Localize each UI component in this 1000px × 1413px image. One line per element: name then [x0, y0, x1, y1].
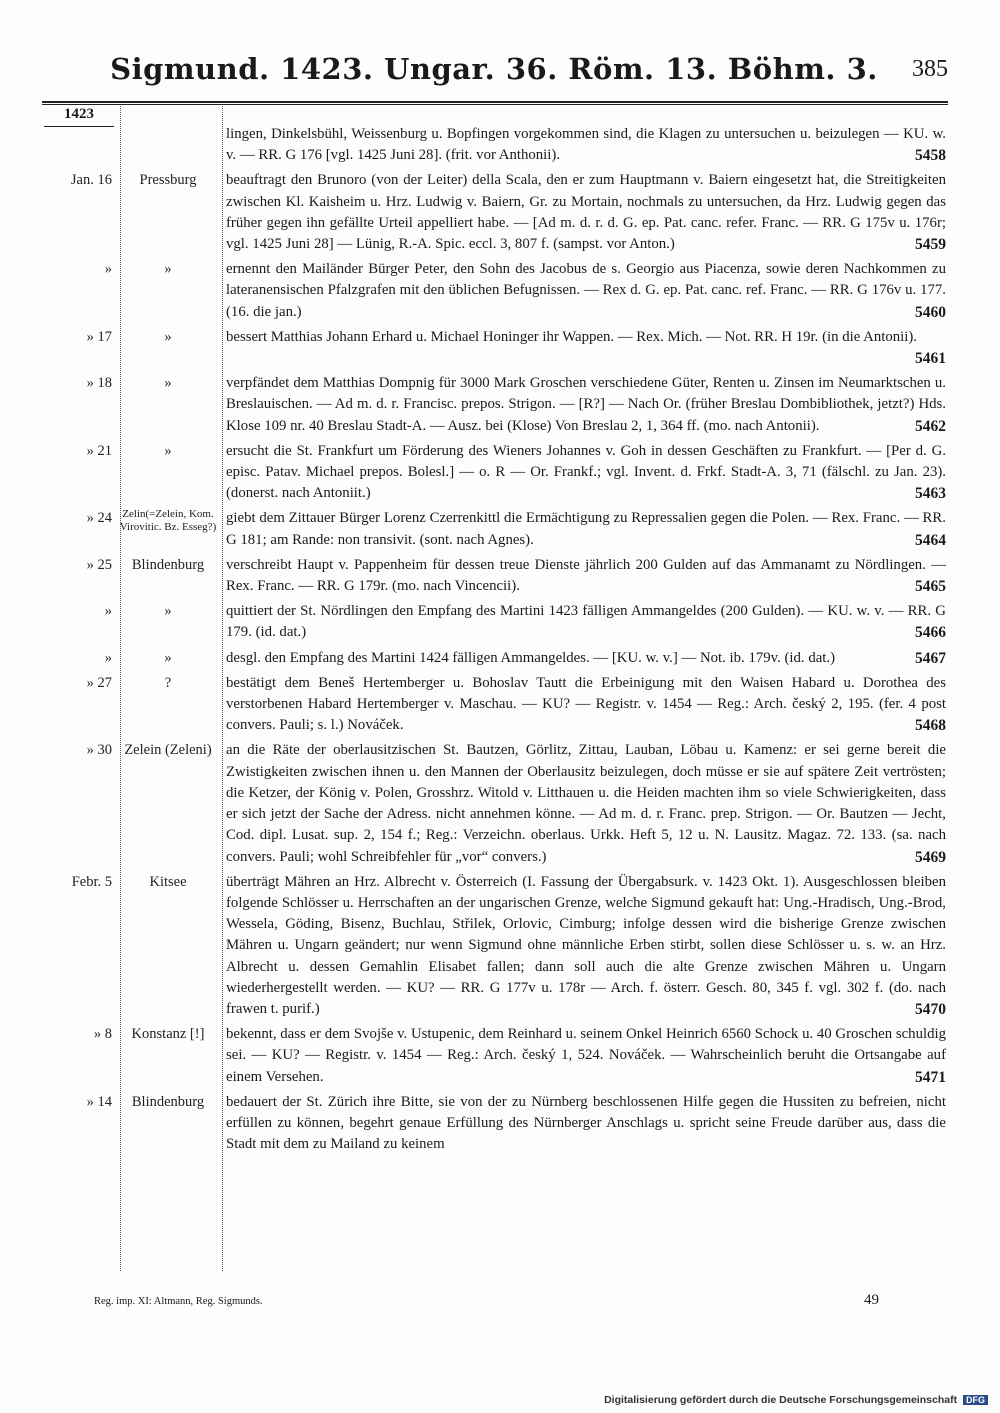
entry-place: Kitsee [149, 873, 187, 890]
entry-body: an die Räte der oberlausitzischen St. Bautzen, Görlitz, Zittau, Lauban, Löbau u. Kamenz: er sei gerne bereit die Zwistigkeiten zwischen ihnen u. den Mannen der Oberlausitz beizulegen, doch müsse er sie auf spätere Zeit vertrösten; die Ketzer, der König v. Polen, Grosshrz. Witold v. Litthauen u. die Heiden machten ihm so viele Schwierigkeiten, dass er sich jetzt der Sache der Adress. nicht annehmen könne. — Ad m. d. r. Franc. prep. Strigon. — Or. Bautzen — Jecht, Cod. dipl. Lusat. sup. 2, 154 f.; Reg.: Verzeichn. oberlaus. Urkk. Heft 5, 12 u. N. Lausitz. Magaz. 72. 133. (sa. nach convers. Pauli; wohl Schreibfehler für „vor“ convers.) [226, 742, 946, 865]
page-title: Sigmund. 1423. Ungar. 36. Röm. 13. Böhm. 3. [110, 52, 878, 86]
entry-place: Konstanz [!] [131, 1026, 205, 1043]
entry-text [220, 1024, 948, 1088]
entry-date: » 27 [86, 674, 112, 691]
entry-place: Blindenburg [131, 556, 205, 573]
regest-entry [36, 1024, 948, 1088]
entry-text [220, 124, 948, 166]
entry-body: bekennt, dass er dem Svojše v. Ustupenic, dem Reinhard u. seinem Onkel Heinrich 6560 Schock u. 40 Groschen schuldig sei. — KU? — Registr. v. 1454 — Reg.: Arch. český 1, 524. Nováček. — Wahrscheinlich beruht die Ortsangabe auf einem Versehen. [226, 1026, 946, 1085]
header-rule [42, 101, 948, 103]
entry-number: 5469 [915, 848, 946, 866]
entry-body: quittiert der St. Nördlingen den Empfang des Martini 1423 fälligen Ammangeldes (200 Gulden). — KU. w. v. — RR. G 179. (id. dat.) [226, 603, 946, 641]
entry-number: 5468 [915, 717, 946, 735]
regest-entry [36, 555, 948, 597]
regest-entry [36, 170, 948, 255]
regest-entry [36, 601, 948, 643]
entry-date: » [104, 261, 112, 278]
entry-number: 5465 [915, 578, 946, 596]
entry-text [220, 441, 948, 505]
regesta-list [36, 124, 948, 1159]
entry-text [220, 648, 948, 669]
regest-entry [36, 1092, 948, 1156]
entry-text [220, 555, 948, 597]
entry-date [36, 124, 116, 166]
entry-number: 5470 [915, 1000, 946, 1018]
entry-body: verpfändet dem Matthias Dompnig für 3000 Mark Groschen verschiedene Güter, Renten u. Zinsen im Neumarktschen u. Breslauischen. — Ad m. d. r. Francisc. prepos. Strigon. — [R?] — Nach Or. (früher Breslau Dombibliothek, jetzt?) Hds. Klose 109 nr. 40 Breslau Stadt-A. — Ausz. bei (Klose) Von Breslau 2, 1, 364 ff. (mo. nach Antonii). [226, 375, 946, 434]
entry-place: » [164, 442, 172, 459]
dfg-logo: DFG [963, 1395, 988, 1405]
entry-number: 5458 [915, 147, 946, 165]
entry-text [220, 601, 948, 643]
header-rule-thin [42, 104, 948, 105]
entry-date: » [104, 603, 112, 620]
entry-text [220, 259, 948, 323]
entry-date: » 8 [93, 1026, 112, 1043]
entry-place [116, 124, 220, 166]
footer-source: Reg. imp. XI: Altmann, Reg. Sigmunds. [94, 1296, 263, 1307]
entry-date: » [104, 649, 112, 666]
page-header [40, 52, 948, 96]
entry-number: 5467 [915, 649, 946, 667]
entry-text [220, 327, 948, 369]
entry-number: 5461 [915, 350, 946, 368]
regest-entry [36, 441, 948, 505]
funding-text: Digitalisierung gefördert durch die Deutsche Forschungsgemeinschaft [604, 1394, 958, 1406]
entry-place: » [164, 261, 172, 278]
entry-number: 5471 [915, 1068, 946, 1086]
entry-number: 5464 [915, 531, 946, 549]
regest-entry [36, 673, 948, 737]
entry-text [220, 872, 948, 1020]
regest-entry [36, 259, 948, 323]
entry-number: 5463 [915, 485, 946, 503]
entry-date: » 30 [86, 742, 112, 759]
entry-text [220, 373, 948, 437]
entry-number: 5460 [915, 303, 946, 321]
regest-entry [36, 872, 948, 1020]
regest-entry [36, 327, 948, 369]
entry-body: bessert Matthias Johann Erhard u. Michael Honinger ihr Wappen. — Rex. Mich. — Not. RR. H 19r. (in die Antonii). [226, 328, 918, 345]
entry-text [220, 740, 948, 867]
regest-entry [36, 648, 948, 669]
entry-place: » [164, 603, 172, 620]
entry-body: überträgt Mähren an Hrz. Albrecht v. Österreich (I. Fassung der Übergabsurk. v. 1423 Okt. 1). Ausgeschlossen bleiben folgende Schlösser u. Herrschaften an der ungarischen Grenze, welche Sigmund gekauft hat: Ung.-Hradisch, Ung.-Brod, Wessela, Göding, Bisenz, Buchlau, Střilek, Orlovic, Cimburg; infolge dessen wird die bisherige Grenze zwischen Mähren u. Ungarn geändert; nur wenn Sigmund ohne männliche Erben stirbt, sollen diese Schlösser u. s. w. an Hrz. Albrecht u. dessen Gemahlin Elisabet fallen; dann soll auch die alte Grenze zwischen Mähren u. Ungarn wiederhergestellt werden. — KU? — RR. G 177v u. 178r — Arch. f. österr. Gesch. 80, 345 f. vgl. 302 f. (do. nach frawen t. purif.) [226, 873, 946, 1017]
entry-body: ernennt den Mailänder Bürger Peter, den Sohn des Jacobus de s. Georgio aus Piacenza, sowie deren Nachkommen zu lateranensischen Pfalzgrafen mit den üblichen Befugnissen. — Rex d. G. ep. Pat. canc. ref. Franc. — RR. G 176v u. 177. (16. die jan.) [226, 261, 946, 320]
sheet-signature: 49 [864, 1292, 879, 1308]
year-label: 1423 [44, 106, 114, 127]
entry-text [220, 1092, 948, 1156]
entry-place: » [164, 649, 172, 666]
entry-number: 5466 [915, 624, 946, 642]
entry-date: Jan. 16 [70, 172, 112, 189]
entry-date: » 14 [86, 1093, 112, 1110]
entry-text [220, 508, 948, 550]
regest-entry [36, 124, 948, 166]
entry-place: » [164, 328, 172, 345]
funding-note [604, 1394, 988, 1406]
entry-place: » [164, 375, 172, 392]
entry-date: » 24 [86, 510, 112, 527]
entry-place: Pressburg [139, 172, 197, 189]
regest-entry [36, 373, 948, 437]
entry-text [220, 673, 948, 737]
entry-date: » 21 [86, 442, 112, 459]
entry-body: lingen, Dinkelsbühl, Weissenburg u. Bopfingen vorgekommen sind, die Klagen zu untersuchen u. beizulegen — KU. w. v. — RR. G 176 [vgl. 1425 Juni 28]. (frit. vor Anthonii). [226, 126, 946, 164]
entry-place: Blindenburg [131, 1093, 205, 1110]
entry-date: » 25 [86, 556, 112, 573]
entry-number: 5459 [915, 236, 946, 254]
regest-entry [36, 740, 948, 867]
entry-date: » 17 [86, 328, 112, 345]
page-number: 385 [912, 56, 948, 82]
entry-place: Zelein (Zeleni) [124, 742, 212, 759]
entry-date: Febr. 5 [71, 873, 112, 890]
entry-place: Zelin(=Zelein, Kom. Virovitic. Bz. Esseg?) [119, 508, 217, 534]
entry-body: bestätigt dem Beneš Hertemberger u. Bohoslav Tautt die Erbeinigung mit den Waisen Habard u. Dorothea des verstorbenen Habard Hertemberger v. Maschau. — KU? — Registr. v. 1454 — Reg.: Arch. český 2, 195. (fer. 4 post convers. Pauli; s. l.) Nováček. [226, 674, 946, 734]
entry-body: desgl. den Empfang des Martini 1424 fälligen Ammangeldes. — [KU. w. v.] — Not. ib. 179v. (id. dat.) [226, 649, 836, 666]
regest-entry [36, 508, 948, 550]
entry-place: ? [164, 674, 172, 691]
entry-body: giebt dem Zittauer Bürger Lorenz Czerrenkittl die Ermächtigung zu Repressalien gegen die Polen. — Rex. Franc. — RR. G 181; am Rande: non transivit. (sont. nach Agnes). [226, 510, 946, 548]
entry-number: 5462 [915, 417, 946, 435]
entry-date: » 18 [86, 375, 112, 392]
entry-body: ersucht die St. Frankfurt um Förderung des Wieners Johannes v. Goh in dessen Geschäften zu Frankfurt. — [Per d. G. episc. Patav. Michael prepos. Bolesl.] — o. R — Or. Frankf.; vgl. Invent. d. Frkf. Stadt-A. 3, 71 (fälschl. zu Jan. 23). (donerst. nach Antoniit.) [226, 442, 946, 502]
entry-body: beauftragt den Brunoro (von der Leiter) della Scala, den er zum Hauptmann v. Baiern eingesetzt hat, die Streitigkeiten zwischen Kl. Kaisheim u. Hrz. Ludwig v. Baiern, Gr. zu Mortain, nochmals zu untersuchen, da Hrz. Ludwig gegen das früher gegen ihn gefällte Urteil appelliert habe. — [Ad m. d. r. d. G. ep. Pat. canc. refer. Franc. — RR. G 175v u. 176r; vgl. 1425 Juni 28] — Lünig, R.-A. Spic. eccl. 3, 807 f. (sampst. vor Anton.) [226, 172, 946, 253]
entry-body: bedauert der St. Zürich ihre Bitte, sie von der zu Nürnberg beschlossenen Hilfe gegen die Hussiten zu befreien, nicht erfüllen zu können, begehrt genaue Erfüllung des Nürnberger Anschlags u. spricht seine Freude darüber aus, dass die Stadt mit dem zu Mailand zu keinem [226, 1093, 946, 1153]
entry-body: verschreibt Haupt v. Pappenheim für dessen treue Dienste jährlich 200 Gulden auf das Ammanamt zu Nördlingen. — Rex. Franc. — RR. G 179r. (mo. nach Vincencii). [226, 556, 946, 595]
entry-text [220, 170, 948, 255]
